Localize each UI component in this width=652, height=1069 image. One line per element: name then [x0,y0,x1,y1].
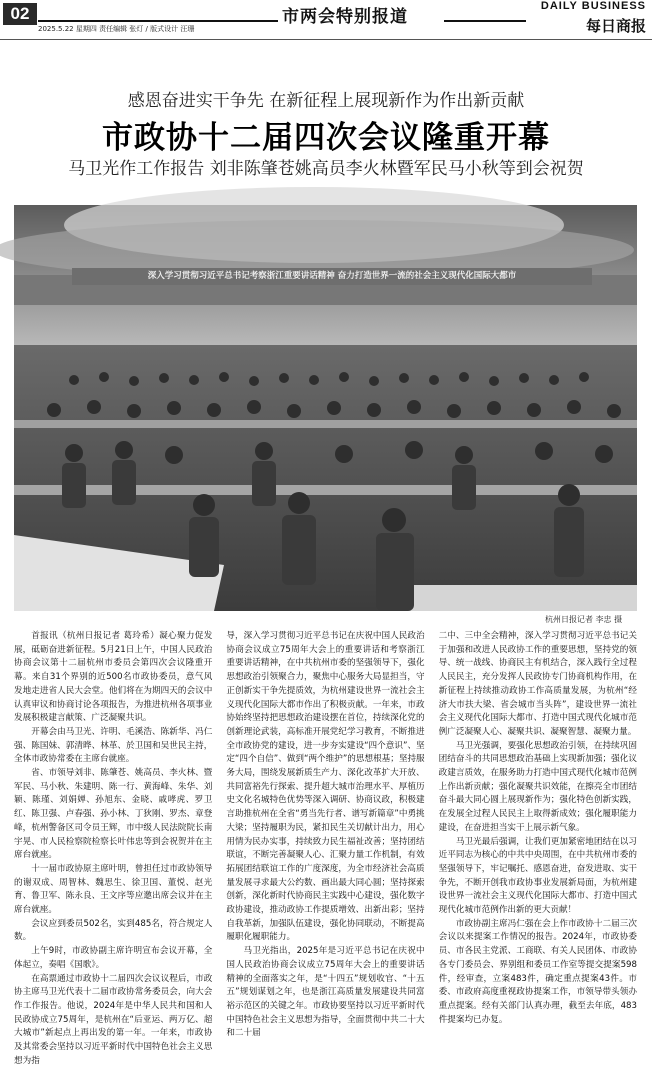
page-header [0,0,652,40]
body-paragraph: 马卫光指出，2025年是习近平总书记在庆祝中国人民政治协商会议成立75周年大会上的重要讲话精神的全面落实之年，是“十四五”规划收官、“十五五”规划谋划之年，也是浙江高质量发展建设共同富裕示范区的关键之年。市政协要坚持以习近平新时代中国特色社会主义思想为指导，全面贯彻中共二十大和二十届 [226,946,425,1039]
section-title: 市两会特别报道 [282,7,408,27]
photo-banner: 深入学习贯彻习近平总书记考察浙江重要讲话精神 奋力打造世界一流的社会主义现代化国际大都市 [72,268,592,285]
photo-credit: 杭州日报记者 李忠 摄 [545,615,623,624]
body-paragraph: 导，深入学习贯彻习近平总书记在庆祝中国人民政治协商会议成立75周年大会上的重要讲话和考察浙江重要讲话精神，在中共杭州市委的坚强领导下，强化思想政治引领聚合力，聚焦中心服务大局显担当，守正创新实干争先提质效，为杭州建设世界一流社会主义现代化国际大都市作出了积极贡献。一年来，市政协始终坚持把思想政治建设摆在首位，持续深化党的创新理论武装，高标准开展党纪学习教育，不断推进全市政协党的建设，进一步夯实建设“四个意识”、坚定“四个自信”、做到“两个维护”的思想根基；坚持服务大局，围绕发展新质生产力、深化改革扩大开放、共同富裕先行探索、提升超大城市治理水平、厚植历史文化名城特色优势等深入调研、协商议政，积极建言助推杭州在全省“勇当先行者、谱写新篇章”中勇挑大梁；坚持履职为民，紧扣民生关切献计出力，用心用情为民办实事，持续致力民生福祉改善；坚持团结联谊，不断完善凝聚人心、汇聚力量工作机制，有效拓展团结联谊工作的广度深度，为全市经济社会高质量发展寻求最大公约数、画出最大同心圆；坚持探索创新，深化新时代协商民主实践中心建设，强化数字政协建设，推动政协工作提质增效、出新出彩；坚持自我革新，加强队伍建设，强化协同联动，不断提高履职化履职能力。 [226,631,425,943]
body-paragraph: 会议应到委员502名，实到485名，符合规定人数。 [14,918,213,943]
body-paragraph: 十一届市政协原主席叶明，曾担任过市政协领导的谢双成、周智林、魏思生、徐卫国、董悦、赵光育、鲁卫军、陈永良、王文序等应邀出席会议并在主席台就座。 [14,863,213,916]
body-paragraph: 省、市领导刘非、陈肇苍、姚高员、李火林、暨军民、马小秋、朱建明、陈一行、黄海峰、朱华、刘颖、陈瑾、刘娟婵、孙旭东、金晓、戚哮虎、罗卫红、陈卫强、卢春强、孙小林、丁狄刚、罗杰、章登峰，杭州警备区司令员王辉，市中级人民法院院长南宇晃、市人民检察院检察长叶伟忠等到会祝贺并在主席台就座。 [14,768,213,861]
body-paragraph: 市政协副主席冯仁强在会上作市政协十二届三次会议以来提案工作情况的报告。2024年，市政协委员、市各民主党派、工商联、有关人民团体、市政协各专门委员会、界别组和委员工作室等提交提案598件，经审查，立案483件，确定重点提案43件。市委、市政府高度重视政协提案工作，市领导带头领办重点提案。经有关部门认真办理，截至去年底，483件提案均已办复。 [438,918,637,1025]
brand-chinese: 每日商报 [585,17,646,35]
body-paragraph: 二中、三中全会精神，深入学习贯彻习近平总书记关于加强和改进人民政协工作的重要思想，坚持党的领导、统一战线、协商民主有机结合，深入践行全过程人民民主，充分发挥人民政协专门协商机构作用，在新征程上持续推动政协工作高质量发展，为杭州“经济大市扶大梁、省会城市当头阵”，建设世界一流社会主义现代化国际大都市、打造中国式现代化城市范例广泛凝聚人心、凝聚共识、凝聚智慧、凝聚力量。 [438,631,637,737]
article-kicker: 感恩奋进实干争先 在新征程上展现新作为作出新贡献 [127,91,525,111]
article-subhead: 马卫光作工作报告 刘非陈肇苍姚高员李火林暨军民马小秋等到会祝贺 [68,159,584,179]
page-number: 02 [3,3,37,25]
body-column-1 [14,630,213,1066]
article-body [14,630,637,1066]
body-paragraph: 马卫光最后强调，让我们更加紧密地团结在以习近平同志为核心的中共中央周围，在中共杭州市委的坚强领导下，牢记嘱托、感恩奋进，奋发进取、实干争先，不断开创我市政协事业发展新局面，为杭州建设世界一流社会主义现代化国际大都市、打造中国式现代化城市范例作出新的更大贡献！ [438,836,637,916]
header-bottom-rule [0,39,652,40]
brand-english: DAILY BUSINESS [540,0,646,12]
body-paragraph: 开幕会由马卫光、许明、毛溪浩、陈新华、冯仁强、陈国妹、郭清晔、林革、於卫国和吴世民主持，全体市政协常委在主席台就座。 [14,726,213,765]
header-rule-right [444,20,526,22]
body-paragraph: 首报讯（杭州日报记者 葛玲希）凝心聚力促发展，砥砺奋进新征程。5月21日上午，中国人民政治协商会议第十二届杭州市委员会第四次会议隆重开幕。来自31个界别的近500名市政协委员，意气风发地走进省人民大会堂。他们将在为期四天的会议中认真审议和协商讨论各项报告，为推进杭州各项事业发展积极建言献策、广泛凝聚共识。 [14,631,213,724]
body-paragraph: 在高票通过市政协十二届四次会议议程后，市政协主席马卫光代表十二届市政协常务委员会，向大会作工作报告。他说，2024年是中华人民共和国和人民政协成立75周年，是杭州在“后亚运、两万亿、超大城市”新起点上再出发的第一年。一年来，市政协及其常委会坚持以习近平新时代中国特色社会主义思想为指 [14,973,213,1066]
body-paragraph: 上午9时，市政协副主席许明宣布会议开幕，全体起立，奏唱《国歌》。 [14,946,213,970]
body-paragraph: 马卫光强调，要强化思想政治引领，在持续巩固团结奋斗的共同思想政治基础上实现新加强；强化议政建言质效，在服务助力打造中国式现代化城市范例上作出新贡献；强化凝聚共识效能，在擦亮全市团结奋斗最大同心圆上展现新作为；强化特色创新实践，在发展全过程人民民主上取得新成效；强化履职能力建设，在奋进担当实干上展示新气象。 [438,740,637,833]
body-column-2 [226,630,425,1039]
header-rule-left [38,20,278,22]
conference-photo-image [14,205,637,611]
conference-photo [14,205,637,611]
date-line: 2025.5.22 星期四 责任编辑 张灯 / 版式设计 汪珊 [38,25,195,33]
article-headline: 市政协十二届四次会议隆重开幕 [102,120,550,156]
body-column-3 [438,630,637,1025]
